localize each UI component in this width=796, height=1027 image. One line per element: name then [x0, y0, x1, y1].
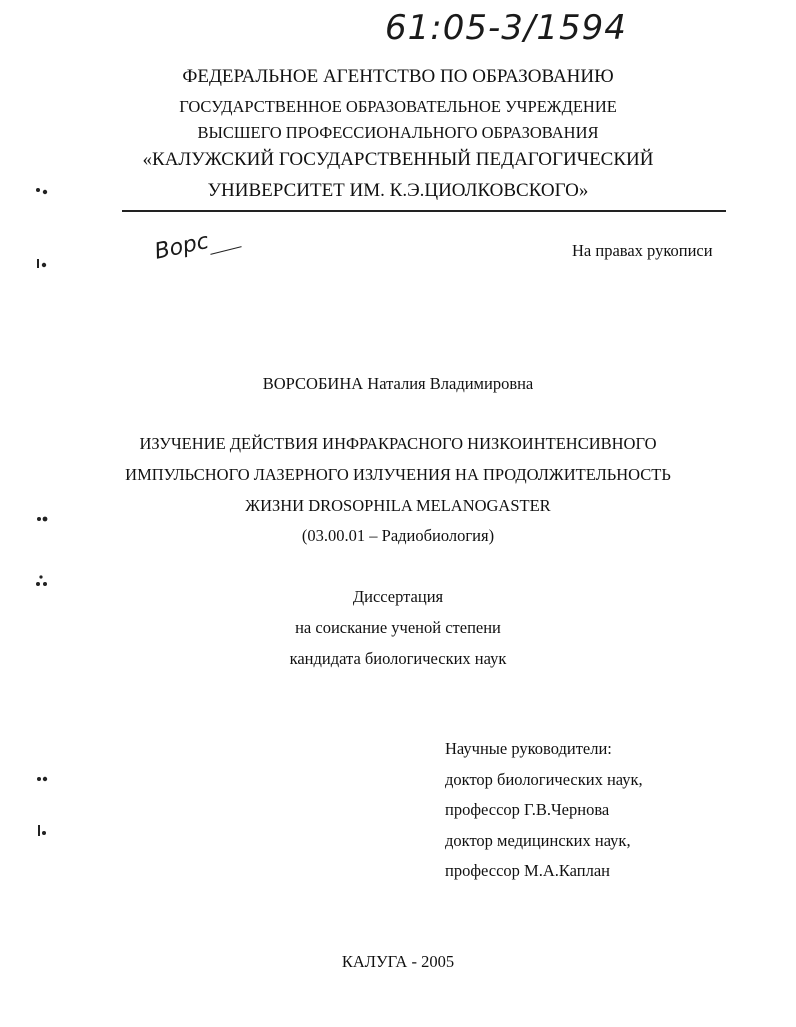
place-year: КАЛУГА - 2005: [341, 952, 455, 971]
margin-mark-icon: [34, 773, 50, 787]
institution-line-4: «КАЛУЖСКИЙ ГОСУДАРСТВЕННЫЙ ПЕДАГОГИЧЕСКИЙ: [142, 149, 654, 170]
supervisors-heading: Научные руководители:: [445, 739, 612, 758]
archive-number: 61:05-3/1594: [385, 8, 627, 48]
degree-line-1: Диссертация: [352, 587, 444, 606]
author-name: ВОРСОБИНА Наталия Владимировна: [262, 374, 534, 393]
handwritten-signature: Ворс: [152, 228, 212, 265]
title-line-3: ЖИЗНИ DROSOPHILA MELANOGASTER: [245, 496, 551, 515]
degree-line-3: кандидата биологических наук: [289, 649, 507, 668]
signature-stroke: [210, 246, 241, 255]
margin-mark-icon: [34, 574, 50, 588]
title-line-2: ИМПУЛЬСНОГО ЛАЗЕРНОГО ИЗЛУЧЕНИЯ НА ПРОДОЛЖИТЕЛЬНОСТЬ: [125, 465, 671, 484]
supervisor-2-degree: доктор медицинских наук,: [445, 831, 631, 850]
supervisor-1-degree: доктор биологических наук,: [445, 770, 643, 789]
institution-line-5: УНИВЕРСИТЕТ ИМ. К.Э.ЦИОЛКОВСКОГО»: [207, 180, 589, 201]
margin-mark-icon: [34, 824, 50, 838]
institution-line-1: ФЕДЕРАЛЬНОЕ АГЕНТСТВО ПО ОБРАЗОВАНИЮ: [182, 66, 614, 87]
margin-mark-icon: [34, 512, 50, 526]
margin-mark-icon: [34, 257, 50, 271]
specialty: (03.00.01 – Радиобиология): [301, 526, 495, 545]
institution-line-3: ВЫСШЕГО ПРОФЕССИОНАЛЬНОГО ОБРАЗОВАНИЯ: [197, 123, 599, 142]
header-divider: [122, 210, 726, 212]
supervisor-1-name: профессор Г.В.Чернова: [445, 800, 610, 819]
rights-note: На правах рукописи: [572, 241, 713, 260]
title-line-1: ИЗУЧЕНИЕ ДЕЙСТВИЯ ИНФРАКРАСНОГО НИЗКОИНТЕНСИВНОГО: [139, 434, 657, 453]
institution-line-2: ГОСУДАРСТВЕННОЕ ОБРАЗОВАТЕЛЬНОЕ УЧРЕЖДЕНИЕ: [179, 97, 617, 116]
supervisor-2-name: профессор М.А.Каплан: [445, 861, 610, 880]
margin-mark-icon: [34, 185, 50, 199]
degree-line-2: на соискание ученой степени: [295, 618, 501, 637]
